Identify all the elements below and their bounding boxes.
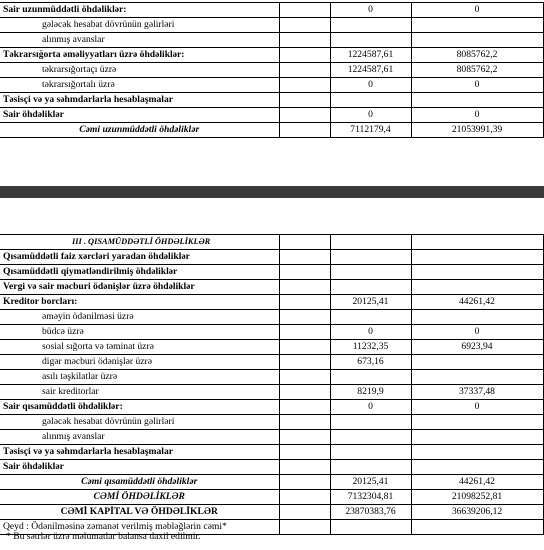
table-row bbox=[0, 18, 543, 33]
value-cell-period-end bbox=[411, 430, 543, 445]
value-cell-period-end bbox=[411, 235, 543, 250]
table-row bbox=[0, 280, 543, 295]
value-cell-period-start: 0 bbox=[330, 108, 411, 123]
table-row bbox=[0, 430, 543, 445]
value-cell-period-start bbox=[330, 520, 411, 535]
value-cell-period-start bbox=[330, 280, 411, 295]
table-row bbox=[0, 93, 543, 108]
value-cell-period-start bbox=[330, 250, 411, 265]
top-liabilities-table bbox=[0, 2, 544, 138]
code-cell bbox=[279, 370, 330, 385]
value-cell-period-end bbox=[411, 93, 543, 108]
row-label: Sair uzunmüddətli öhdəliklər: bbox=[0, 3, 279, 18]
row-label: təkrarsığortalı üzrə bbox=[0, 78, 279, 93]
value-cell-period-start bbox=[330, 310, 411, 325]
value-cell-period-start: 1224587,61 bbox=[330, 48, 411, 63]
row-label: Qeyd : Ödənilməsinə zəmanət verilmiş məbləğlərin cəmi* bbox=[0, 520, 279, 535]
short-term-liabilities-table bbox=[0, 234, 544, 535]
value-cell-period-start: 8219,9 bbox=[330, 385, 411, 400]
code-cell bbox=[279, 400, 330, 415]
code-cell bbox=[279, 265, 330, 280]
value-cell-period-end bbox=[411, 280, 543, 295]
table-row bbox=[0, 235, 543, 250]
footnote: * Bu sətrlər üzrə məlumatlar balansa daxil edilmir. bbox=[6, 531, 201, 542]
row-label: Kreditor borcları: bbox=[0, 295, 279, 310]
value-cell-period-end bbox=[411, 355, 543, 370]
value-cell-period-end: 36639206,12 bbox=[411, 505, 543, 520]
row-label: büdcə üzrə bbox=[0, 325, 279, 340]
code-cell bbox=[279, 385, 330, 400]
table-row bbox=[0, 33, 543, 48]
value-cell-period-start bbox=[330, 93, 411, 108]
table-row bbox=[0, 355, 543, 370]
code-cell bbox=[279, 355, 330, 370]
table-row bbox=[0, 460, 543, 475]
row-label: alınmış avanslar bbox=[0, 33, 279, 48]
code-cell bbox=[279, 18, 330, 33]
row-label: asılı təşkilatlar üzrə bbox=[0, 370, 279, 385]
table-row bbox=[0, 265, 543, 280]
table-row bbox=[0, 123, 543, 138]
row-label: Sair qısamüddətli öhdəliklər: bbox=[0, 400, 279, 415]
row-label: Qısamüddətli qiymətləndirilmiş öhdəliklər bbox=[0, 265, 279, 280]
code-cell bbox=[279, 235, 330, 250]
row-label: sosial sığorta və təminat üzrə bbox=[0, 340, 279, 355]
row-label: Sair öhdəliklər bbox=[0, 108, 279, 123]
code-cell bbox=[279, 460, 330, 475]
row-label: əməyin ödənilməsi üzrə bbox=[0, 310, 279, 325]
code-cell bbox=[279, 123, 330, 138]
value-cell-period-start bbox=[330, 18, 411, 33]
value-cell-period-end bbox=[411, 460, 543, 475]
value-cell-period-start bbox=[330, 33, 411, 48]
row-label: Cəmi uzunmüddətli öhdəliklər bbox=[0, 123, 279, 138]
code-cell bbox=[279, 280, 330, 295]
value-cell-period-start bbox=[330, 430, 411, 445]
code-cell bbox=[279, 505, 330, 520]
row-label: gələcək hesabat dövrünün gəlirləri bbox=[0, 415, 279, 430]
value-cell-period-end: 44261,42 bbox=[411, 295, 543, 310]
code-cell bbox=[279, 108, 330, 123]
value-cell-period-end: 21053991,39 bbox=[411, 123, 543, 138]
table-row bbox=[0, 63, 543, 78]
code-cell bbox=[279, 415, 330, 430]
table-row bbox=[0, 250, 543, 265]
table-row bbox=[0, 445, 543, 460]
code-cell bbox=[279, 33, 330, 48]
value-cell-period-end bbox=[411, 415, 543, 430]
code-cell bbox=[279, 93, 330, 108]
value-cell-period-start bbox=[330, 235, 411, 250]
row-label: Vergi və sair məcburi ödənişlər üzrə öhdəliklər bbox=[0, 280, 279, 295]
value-cell-period-end: 8085762,2 bbox=[411, 63, 543, 78]
value-cell-period-start: 7112179,4 bbox=[330, 123, 411, 138]
value-cell-period-start: 7132304,81 bbox=[330, 490, 411, 505]
code-cell bbox=[279, 48, 330, 63]
table-row bbox=[0, 3, 543, 18]
value-cell-period-end bbox=[411, 18, 543, 33]
value-cell-period-start bbox=[330, 415, 411, 430]
value-cell-period-end bbox=[411, 520, 543, 535]
code-cell bbox=[279, 310, 330, 325]
row-label: Sair öhdəliklər bbox=[0, 460, 279, 475]
code-cell bbox=[279, 295, 330, 310]
table-row bbox=[0, 490, 543, 505]
row-label: CƏMİ KAPİTAL VƏ ÖHDƏLİKLƏR bbox=[0, 505, 279, 520]
value-cell-period-end: 0 bbox=[411, 3, 543, 18]
value-cell-period-end bbox=[411, 33, 543, 48]
row-label: Təsisçi və ya səhmdarlarla hesablaşmalar bbox=[0, 445, 279, 460]
table-row bbox=[0, 415, 543, 430]
value-cell-period-end: 0 bbox=[411, 400, 543, 415]
value-cell-period-end bbox=[411, 250, 543, 265]
value-cell-period-start bbox=[330, 445, 411, 460]
value-cell-period-end: 8085762,2 bbox=[411, 48, 543, 63]
row-label: alınmış avanslar bbox=[0, 430, 279, 445]
table-row bbox=[0, 108, 543, 123]
value-cell-period-end: 0 bbox=[411, 325, 543, 340]
value-cell-period-start: 11232,35 bbox=[330, 340, 411, 355]
table-row bbox=[0, 295, 543, 310]
table-row bbox=[0, 48, 543, 63]
value-cell-period-end bbox=[411, 310, 543, 325]
row-label: gələcək hesabat dövrünün gəlirləri bbox=[0, 18, 279, 33]
code-cell bbox=[279, 490, 330, 505]
code-cell bbox=[279, 520, 330, 535]
row-label: digər məcburi ödənişlər üzrə bbox=[0, 355, 279, 370]
value-cell-period-start: 20125,41 bbox=[330, 295, 411, 310]
row-label: Qısamüddətli faiz xərcləri yaradan öhdəliklər bbox=[0, 250, 279, 265]
value-cell-period-end bbox=[411, 265, 543, 280]
table-row bbox=[0, 340, 543, 355]
row-label: Cəmi qısamüddətli öhdəliklər bbox=[0, 475, 279, 490]
value-cell-period-start bbox=[330, 370, 411, 385]
table-row bbox=[0, 78, 543, 93]
code-cell bbox=[279, 63, 330, 78]
value-cell-period-start: 0 bbox=[330, 78, 411, 93]
value-cell-period-end: 6923,94 bbox=[411, 340, 543, 355]
code-cell bbox=[279, 78, 330, 93]
table-row bbox=[0, 370, 543, 385]
page-divider bbox=[0, 186, 544, 198]
code-cell bbox=[279, 3, 330, 18]
value-cell-period-end bbox=[411, 370, 543, 385]
page-gap bbox=[0, 198, 544, 234]
code-cell bbox=[279, 430, 330, 445]
table-row bbox=[0, 385, 543, 400]
code-cell bbox=[279, 445, 330, 460]
table-row bbox=[0, 310, 543, 325]
value-cell-period-start bbox=[330, 460, 411, 475]
row-label: təkrarsığortaçı üzrə bbox=[0, 63, 279, 78]
value-cell-period-start: 0 bbox=[330, 3, 411, 18]
row-label: sair kreditorlar bbox=[0, 385, 279, 400]
code-cell bbox=[279, 340, 330, 355]
value-cell-period-start: 1224587,61 bbox=[330, 63, 411, 78]
code-cell bbox=[279, 325, 330, 340]
row-label: III . QISAMÜDDƏTLİ ÖHDƏLİKLƏR bbox=[0, 235, 279, 250]
value-cell-period-start: 0 bbox=[330, 400, 411, 415]
value-cell-period-end: 0 bbox=[411, 108, 543, 123]
row-label: CƏMİ ÖHDƏLİKLƏR bbox=[0, 490, 279, 505]
table-row bbox=[0, 475, 543, 490]
row-label: Təsisçi və ya səhmdarlarla hesablaşmalar bbox=[0, 93, 279, 108]
value-cell-period-end: 37337,48 bbox=[411, 385, 543, 400]
table-row bbox=[0, 505, 543, 520]
code-cell bbox=[279, 475, 330, 490]
table-row bbox=[0, 325, 543, 340]
table-row bbox=[0, 400, 543, 415]
value-cell-period-start bbox=[330, 265, 411, 280]
value-cell-period-start: 0 bbox=[330, 325, 411, 340]
value-cell-period-start: 23870383,76 bbox=[330, 505, 411, 520]
value-cell-period-end: 21098252,81 bbox=[411, 490, 543, 505]
value-cell-period-start: 20125,41 bbox=[330, 475, 411, 490]
value-cell-period-end: 0 bbox=[411, 78, 543, 93]
row-label: Təkrarsığorta əməliyyatları üzrə öhdəliklər: bbox=[0, 48, 279, 63]
value-cell-period-start: 673,16 bbox=[330, 355, 411, 370]
value-cell-period-end bbox=[411, 445, 543, 460]
code-cell bbox=[279, 250, 330, 265]
value-cell-period-end: 44261,42 bbox=[411, 475, 543, 490]
